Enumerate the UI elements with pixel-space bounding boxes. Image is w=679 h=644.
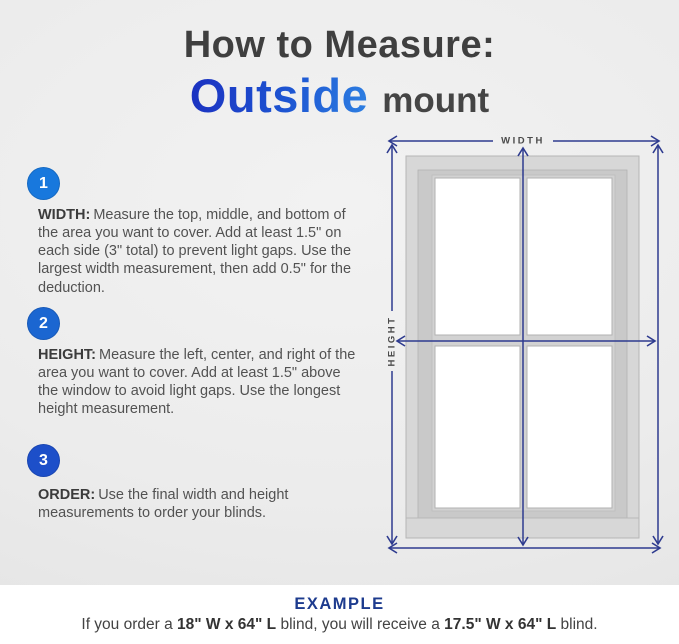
step-2-text <box>38 346 356 419</box>
example-size-ordered: 18" W x 64" L <box>177 616 277 633</box>
window-pane-bottom-left <box>435 346 520 508</box>
window-measure-diagram <box>375 125 670 565</box>
page-title: How to Measure: <box>183 24 496 66</box>
example-size-received: 17.5" W x 64" L <box>444 616 557 633</box>
step-3-body: Use the final width and height measurements to order your blinds. <box>38 487 289 522</box>
step-3-number: 3 <box>39 451 48 469</box>
step-1-number: 1 <box>39 174 48 192</box>
step-2-label: HEIGHT: <box>38 347 96 363</box>
example-prefix: If you order a <box>81 616 178 633</box>
window-pane-bottom-right <box>527 346 612 508</box>
window-pane-top-right <box>527 178 612 335</box>
page-subtitle <box>0 68 679 123</box>
step-2-number: 2 <box>39 314 48 332</box>
example-heading: EXAMPLE <box>294 595 385 613</box>
step-3-label: ORDER: <box>38 487 96 503</box>
subtitle-suffix: mount <box>382 81 490 120</box>
title-block <box>0 24 679 123</box>
example-section <box>0 585 679 644</box>
step-1-body: Measure the top, middle, and bottom of the area you want to cover. Add at least 1.5" on each side (3" total) to prevent light gaps. Use the largest width measurement, then add 0.5" for the deduction. <box>38 207 352 296</box>
height-label: HEIGHT <box>386 315 398 367</box>
step-3-text <box>38 486 356 522</box>
step-2-body: Measure the left, center, and right of the area you want to cover. Add at least 1.5" above the window to avoid light gaps. Use the longest height measurement. <box>38 347 356 418</box>
step-1-badge <box>27 167 60 200</box>
step-1-text <box>38 206 356 297</box>
subtitle-highlight: Outside <box>189 69 369 122</box>
window-pane-top-left <box>435 178 520 335</box>
example-sentence <box>0 616 679 634</box>
step-3-badge <box>27 444 60 477</box>
example-suffix: blind. <box>556 616 598 633</box>
step-2-badge <box>27 307 60 340</box>
step-1-label: WIDTH: <box>38 207 91 223</box>
example-middle: blind, you will receive a <box>276 616 445 633</box>
width-label: WIDTH <box>501 135 545 147</box>
